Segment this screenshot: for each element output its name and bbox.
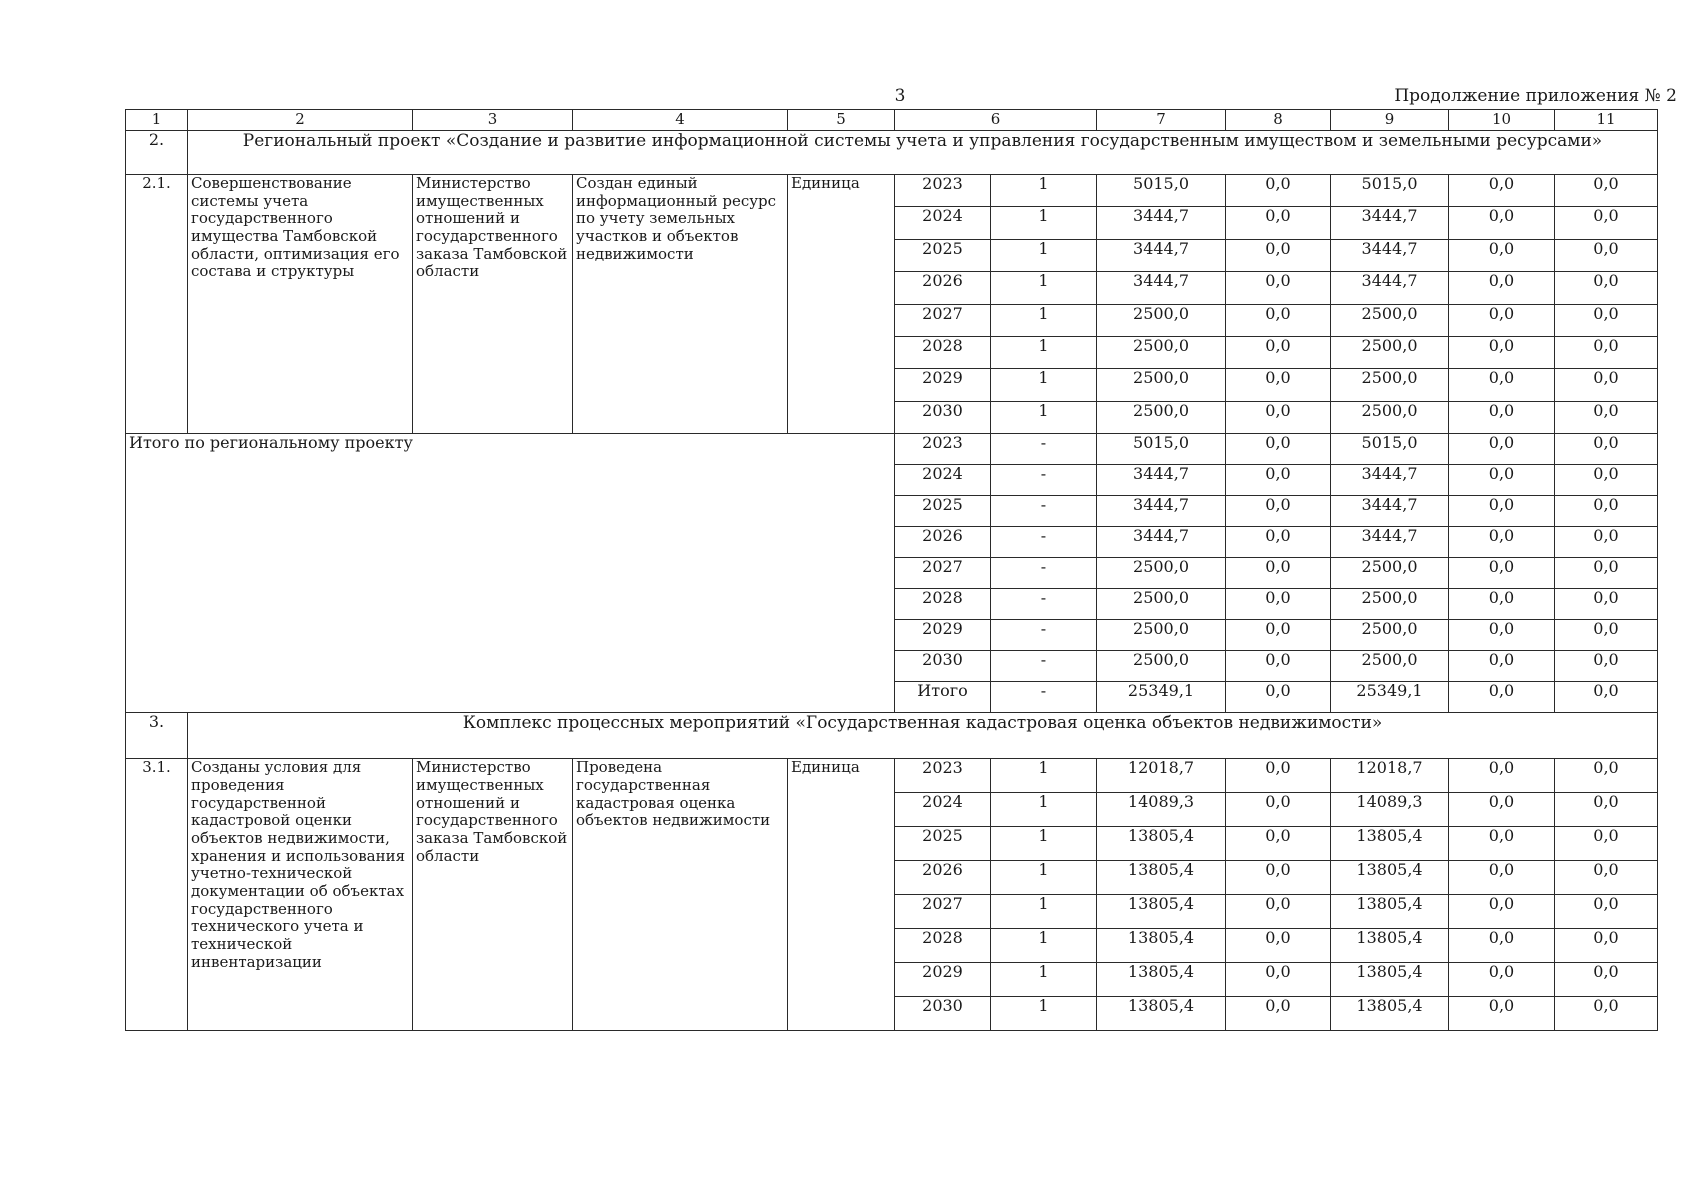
value-cell: 1 xyxy=(991,336,1097,368)
value-cell: 2500,0 xyxy=(1331,304,1449,336)
value-cell: 1 xyxy=(991,304,1097,336)
value-cell: 2500,0 xyxy=(1097,620,1226,651)
year-cell: 2026 xyxy=(895,272,991,304)
year-cell: 2029 xyxy=(895,620,991,651)
value-cell: 3444,7 xyxy=(1331,496,1449,527)
value-cell: 0,0 xyxy=(1449,175,1555,207)
year-cell: 2030 xyxy=(895,997,991,1031)
value-cell: 2500,0 xyxy=(1331,336,1449,368)
page-number: 3 xyxy=(894,86,906,106)
value-cell: 25349,1 xyxy=(1331,682,1449,713)
value-cell: 12018,7 xyxy=(1097,759,1226,793)
value-cell: - xyxy=(991,496,1097,527)
value-cell: 0,0 xyxy=(1555,272,1658,304)
value-cell: - xyxy=(991,682,1097,713)
value-cell: 0,0 xyxy=(1226,827,1331,861)
year-cell: 2029 xyxy=(895,369,991,401)
value-cell: 0,0 xyxy=(1449,895,1555,929)
value-cell: 2500,0 xyxy=(1097,651,1226,682)
value-cell: 0,0 xyxy=(1226,793,1331,827)
year-cell: 2029 xyxy=(895,963,991,997)
appendix-table xyxy=(125,109,1658,1031)
value-cell: 0,0 xyxy=(1226,336,1331,368)
section-number: 3. xyxy=(126,713,188,759)
value-cell: 13805,4 xyxy=(1331,827,1449,861)
value-cell: 0,0 xyxy=(1555,369,1658,401)
value-cell: 2500,0 xyxy=(1097,558,1226,589)
item-executor: Министерство имущественных отношений и государственного заказа Тамбовской области xyxy=(413,175,573,434)
column-number-row xyxy=(126,110,1658,131)
value-cell: 0,0 xyxy=(1555,304,1658,336)
value-cell: 0,0 xyxy=(1226,682,1331,713)
year-cell: 2028 xyxy=(895,336,991,368)
value-cell: 5015,0 xyxy=(1331,175,1449,207)
value-cell: 5015,0 xyxy=(1097,434,1226,465)
value-cell: 5015,0 xyxy=(1331,434,1449,465)
value-cell: 0,0 xyxy=(1449,496,1555,527)
value-cell: 0,0 xyxy=(1449,527,1555,558)
value-cell: 0,0 xyxy=(1449,304,1555,336)
value-cell: - xyxy=(991,589,1097,620)
column-number: 10 xyxy=(1449,110,1555,131)
value-cell: 5015,0 xyxy=(1097,175,1226,207)
value-cell: 1 xyxy=(991,369,1097,401)
value-cell: 1 xyxy=(991,207,1097,239)
column-number: 6 xyxy=(895,110,1097,131)
value-cell: 3444,7 xyxy=(1331,465,1449,496)
value-cell: 1 xyxy=(991,793,1097,827)
value-cell: - xyxy=(991,651,1097,682)
year-cell: 2028 xyxy=(895,589,991,620)
year-cell: 2025 xyxy=(895,496,991,527)
value-cell: 0,0 xyxy=(1555,527,1658,558)
year-cell: 2025 xyxy=(895,239,991,271)
value-cell: 0,0 xyxy=(1449,465,1555,496)
value-cell: 0,0 xyxy=(1555,682,1658,713)
value-cell: 0,0 xyxy=(1555,997,1658,1031)
value-cell: 1 xyxy=(991,401,1097,433)
item-unit: Единица xyxy=(788,759,895,1031)
value-cell: 0,0 xyxy=(1555,929,1658,963)
section-number: 2. xyxy=(126,131,188,175)
item-number: 3.1. xyxy=(126,759,188,1031)
value-cell: 2500,0 xyxy=(1331,558,1449,589)
value-cell: 0,0 xyxy=(1555,239,1658,271)
value-cell: 13805,4 xyxy=(1331,929,1449,963)
value-cell: 2500,0 xyxy=(1331,651,1449,682)
value-cell: 0,0 xyxy=(1226,589,1331,620)
year-cell: 2024 xyxy=(895,793,991,827)
value-cell: 0,0 xyxy=(1226,558,1331,589)
value-cell: 3444,7 xyxy=(1331,272,1449,304)
value-cell: 0,0 xyxy=(1226,895,1331,929)
value-cell: 0,0 xyxy=(1449,759,1555,793)
value-cell: 0,0 xyxy=(1555,827,1658,861)
value-cell: 0,0 xyxy=(1226,997,1331,1031)
column-number: 8 xyxy=(1226,110,1331,131)
value-cell: 13805,4 xyxy=(1097,929,1226,963)
value-cell: 0,0 xyxy=(1449,793,1555,827)
value-cell: 0,0 xyxy=(1555,589,1658,620)
value-cell: 0,0 xyxy=(1449,997,1555,1031)
value-cell: 0,0 xyxy=(1226,272,1331,304)
value-cell: 0,0 xyxy=(1226,465,1331,496)
value-cell: 0,0 xyxy=(1449,861,1555,895)
value-cell: 0,0 xyxy=(1226,929,1331,963)
item-result: Создан единый информационный ресурс по учету земельных участков и объектов недвижимости xyxy=(573,175,788,434)
value-cell: 3444,7 xyxy=(1097,207,1226,239)
year-cell: 2030 xyxy=(895,651,991,682)
value-cell: 0,0 xyxy=(1226,401,1331,433)
year-cell: Итого xyxy=(895,682,991,713)
value-cell: 14089,3 xyxy=(1331,793,1449,827)
value-cell: 1 xyxy=(991,929,1097,963)
table-row xyxy=(126,759,1658,793)
value-cell: 0,0 xyxy=(1555,434,1658,465)
value-cell: 13805,4 xyxy=(1331,963,1449,997)
value-cell: 0,0 xyxy=(1449,401,1555,433)
column-number: 7 xyxy=(1097,110,1226,131)
value-cell: 13805,4 xyxy=(1097,963,1226,997)
value-cell: 0,0 xyxy=(1226,369,1331,401)
value-cell: 13805,4 xyxy=(1097,861,1226,895)
value-cell: 2500,0 xyxy=(1097,304,1226,336)
value-cell: 1 xyxy=(991,827,1097,861)
value-cell: 1 xyxy=(991,175,1097,207)
column-number: 5 xyxy=(788,110,895,131)
value-cell: 13805,4 xyxy=(1331,895,1449,929)
value-cell: 3444,7 xyxy=(1331,527,1449,558)
section-title-row xyxy=(126,131,1658,175)
year-cell: 2023 xyxy=(895,759,991,793)
value-cell: 0,0 xyxy=(1449,558,1555,589)
value-cell: 3444,7 xyxy=(1097,239,1226,271)
value-cell: - xyxy=(991,620,1097,651)
value-cell: 13805,4 xyxy=(1331,997,1449,1031)
value-cell: 3444,7 xyxy=(1097,272,1226,304)
value-cell: 0,0 xyxy=(1555,861,1658,895)
value-cell: 25349,1 xyxy=(1097,682,1226,713)
year-cell: 2027 xyxy=(895,895,991,929)
value-cell: 2500,0 xyxy=(1097,401,1226,433)
value-cell: 0,0 xyxy=(1226,861,1331,895)
value-cell: 0,0 xyxy=(1226,496,1331,527)
value-cell: 2500,0 xyxy=(1331,401,1449,433)
year-cell: 2024 xyxy=(895,465,991,496)
value-cell: 0,0 xyxy=(1555,207,1658,239)
total-row xyxy=(126,434,1658,465)
value-cell: 0,0 xyxy=(1555,759,1658,793)
value-cell: 13805,4 xyxy=(1097,895,1226,929)
value-cell: 0,0 xyxy=(1555,963,1658,997)
value-cell: 0,0 xyxy=(1226,759,1331,793)
value-cell: - xyxy=(991,527,1097,558)
section-title: Региональный проект «Создание и развитие информационной системы учета и управления государственным имуществом и земельными ресурсами» xyxy=(188,131,1658,175)
item-name: Совершенствование системы учета государственного имущества Тамбовской области, оптимизация его состава и структуры xyxy=(188,175,413,434)
column-number: 3 xyxy=(413,110,573,131)
year-cell: 2025 xyxy=(895,827,991,861)
column-number: 4 xyxy=(573,110,788,131)
year-cell: 2023 xyxy=(895,434,991,465)
value-cell: 1 xyxy=(991,861,1097,895)
year-cell: 2024 xyxy=(895,207,991,239)
item-number: 2.1. xyxy=(126,175,188,434)
value-cell: 0,0 xyxy=(1555,558,1658,589)
value-cell: 0,0 xyxy=(1226,434,1331,465)
value-cell: 0,0 xyxy=(1449,963,1555,997)
value-cell: 2500,0 xyxy=(1331,620,1449,651)
value-cell: 0,0 xyxy=(1226,620,1331,651)
value-cell: 14089,3 xyxy=(1097,793,1226,827)
value-cell: 0,0 xyxy=(1226,175,1331,207)
value-cell: 0,0 xyxy=(1555,175,1658,207)
year-cell: 2026 xyxy=(895,527,991,558)
value-cell: - xyxy=(991,558,1097,589)
column-number: 9 xyxy=(1331,110,1449,131)
value-cell: 0,0 xyxy=(1555,465,1658,496)
value-cell: 0,0 xyxy=(1226,527,1331,558)
value-cell: 1 xyxy=(991,997,1097,1031)
value-cell: 3444,7 xyxy=(1331,207,1449,239)
year-cell: 2027 xyxy=(895,304,991,336)
value-cell: 0,0 xyxy=(1226,651,1331,682)
value-cell: 12018,7 xyxy=(1331,759,1449,793)
year-cell: 2026 xyxy=(895,861,991,895)
value-cell: 0,0 xyxy=(1555,793,1658,827)
value-cell: 2500,0 xyxy=(1097,369,1226,401)
value-cell: 0,0 xyxy=(1449,651,1555,682)
value-cell: - xyxy=(991,434,1097,465)
table-row xyxy=(126,175,1658,207)
year-cell: 2030 xyxy=(895,401,991,433)
value-cell: 0,0 xyxy=(1555,401,1658,433)
value-cell: 3444,7 xyxy=(1331,239,1449,271)
value-cell: 0,0 xyxy=(1449,589,1555,620)
value-cell: 0,0 xyxy=(1449,336,1555,368)
value-cell: 0,0 xyxy=(1226,304,1331,336)
value-cell: - xyxy=(991,465,1097,496)
year-cell: 2027 xyxy=(895,558,991,589)
value-cell: 1 xyxy=(991,272,1097,304)
value-cell: 1 xyxy=(991,759,1097,793)
value-cell: 0,0 xyxy=(1555,336,1658,368)
value-cell: 2500,0 xyxy=(1331,369,1449,401)
value-cell: 0,0 xyxy=(1555,496,1658,527)
value-cell: 2500,0 xyxy=(1097,336,1226,368)
value-cell: 0,0 xyxy=(1555,895,1658,929)
value-cell: 1 xyxy=(991,963,1097,997)
total-label: Итого по региональному проекту xyxy=(126,434,895,713)
value-cell: 0,0 xyxy=(1226,207,1331,239)
column-number: 11 xyxy=(1555,110,1658,131)
item-unit: Единица xyxy=(788,175,895,434)
value-cell: 1 xyxy=(991,239,1097,271)
value-cell: 13805,4 xyxy=(1097,827,1226,861)
value-cell: 0,0 xyxy=(1449,434,1555,465)
section-title-row xyxy=(126,713,1658,759)
value-cell: 0,0 xyxy=(1555,620,1658,651)
value-cell: 3444,7 xyxy=(1097,465,1226,496)
value-cell: 0,0 xyxy=(1449,207,1555,239)
value-cell: 13805,4 xyxy=(1331,861,1449,895)
value-cell: 0,0 xyxy=(1449,682,1555,713)
value-cell: 3444,7 xyxy=(1097,527,1226,558)
section-title: Комплекс процессных мероприятий «Государственная кадастровая оценка объектов недвижимости» xyxy=(188,713,1658,759)
column-number: 2 xyxy=(188,110,413,131)
value-cell: 2500,0 xyxy=(1097,589,1226,620)
value-cell: 0,0 xyxy=(1449,272,1555,304)
value-cell: 0,0 xyxy=(1226,239,1331,271)
continuation-label: Продолжение приложения № 2 xyxy=(1394,86,1677,106)
value-cell: 0,0 xyxy=(1449,369,1555,401)
item-result: Проведена государственная кадастровая оценка объектов недвижимости xyxy=(573,759,788,1031)
item-executor: Министерство имущественных отношений и государственного заказа Тамбовской области xyxy=(413,759,573,1031)
value-cell: 0,0 xyxy=(1449,827,1555,861)
value-cell: 0,0 xyxy=(1449,239,1555,271)
value-cell: 1 xyxy=(991,895,1097,929)
year-cell: 2023 xyxy=(895,175,991,207)
value-cell: 0,0 xyxy=(1449,929,1555,963)
value-cell: 0,0 xyxy=(1226,963,1331,997)
value-cell: 0,0 xyxy=(1555,651,1658,682)
value-cell: 2500,0 xyxy=(1331,589,1449,620)
value-cell: 3444,7 xyxy=(1097,496,1226,527)
column-number: 1 xyxy=(126,110,188,131)
value-cell: 13805,4 xyxy=(1097,997,1226,1031)
year-cell: 2028 xyxy=(895,929,991,963)
item-name: Созданы условия для проведения государственной кадастровой оценки объектов недвижимости, хранения и использования учетно-технической документации об объектах государственного технического учета и технической инвентаризации xyxy=(188,759,413,1031)
value-cell: 0,0 xyxy=(1449,620,1555,651)
